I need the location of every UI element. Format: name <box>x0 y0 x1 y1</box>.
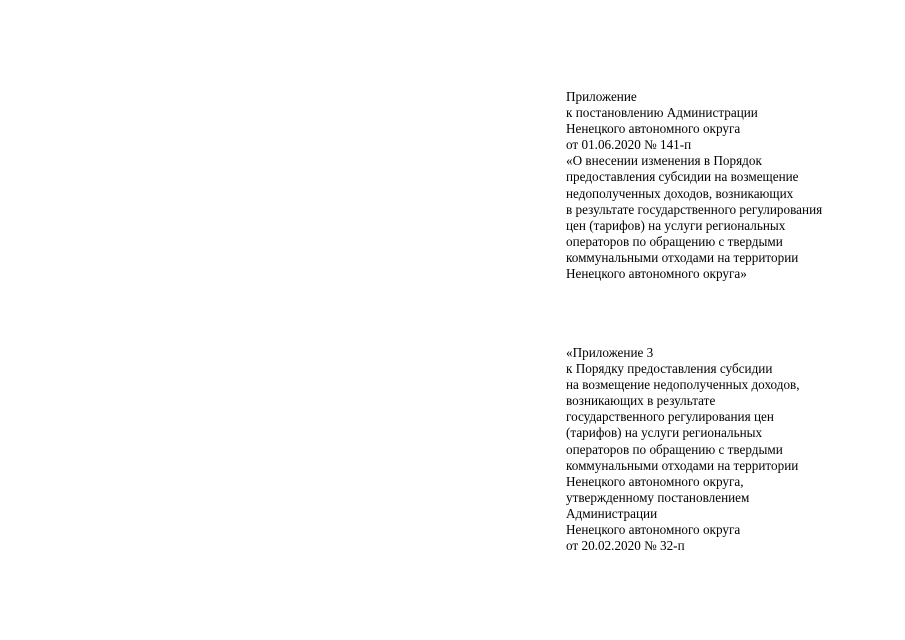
appendix-3-header-line: Администрации <box>566 505 658 521</box>
appendix-header-line: «О внесении изменения в Порядок <box>566 153 762 169</box>
appendix-header-line: предоставления субсидии на возмещение <box>566 169 799 185</box>
appendix-header-line: операторов по обращению с твердыми <box>566 233 783 249</box>
appendix-3-header-line: государственного регулирования цен <box>566 409 774 425</box>
appendix-3-header-line: (тарифов) на услуги региональных <box>566 425 763 441</box>
appendix-3-header-line: операторов по обращению с твердыми <box>566 441 783 457</box>
appendix-header-line: Ненецкого автономного округа <box>566 121 741 137</box>
appendix-3-header-line: утвержденному постановлением <box>566 489 750 505</box>
appendix-header-line: коммунальными отходами на территории <box>566 249 799 265</box>
appendix-3-header-line: возникающих в результате <box>566 393 716 409</box>
appendix-3-header-line: «Приложение 3 <box>566 345 654 360</box>
appendix-header-line: Приложение <box>566 89 637 104</box>
appendix-header-line: Ненецкого автономного округа» <box>566 266 747 282</box>
appendix-header-line: от 01.06.2020 № 141-п <box>566 137 692 153</box>
appendix-header-block <box>566 89 822 282</box>
appendix-3-header-block <box>566 345 800 554</box>
appendix-header-line: к постановлению Администрации <box>566 105 758 121</box>
appendix-header-line: недополученных доходов, возникающих <box>566 185 794 201</box>
appendix-3-header-line: Ненецкого автономного округа <box>566 522 741 538</box>
appendix-3-header-line: на возмещение недополученных доходов, <box>566 377 800 393</box>
appendix-3-header-line: к Порядку предоставления субсидии <box>566 361 773 377</box>
appendix-header-line: цен (тарифов) на услуги региональных <box>566 217 786 233</box>
appendix-3-header-line: коммунальными отходами на территории <box>566 457 799 473</box>
appendix-3-header-line: Ненецкого автономного округа, <box>566 473 744 489</box>
appendix-3-header-line: от 20.02.2020 № 32-п <box>566 538 685 554</box>
appendix-header-line: в результате государственного регулирования <box>566 201 823 217</box>
